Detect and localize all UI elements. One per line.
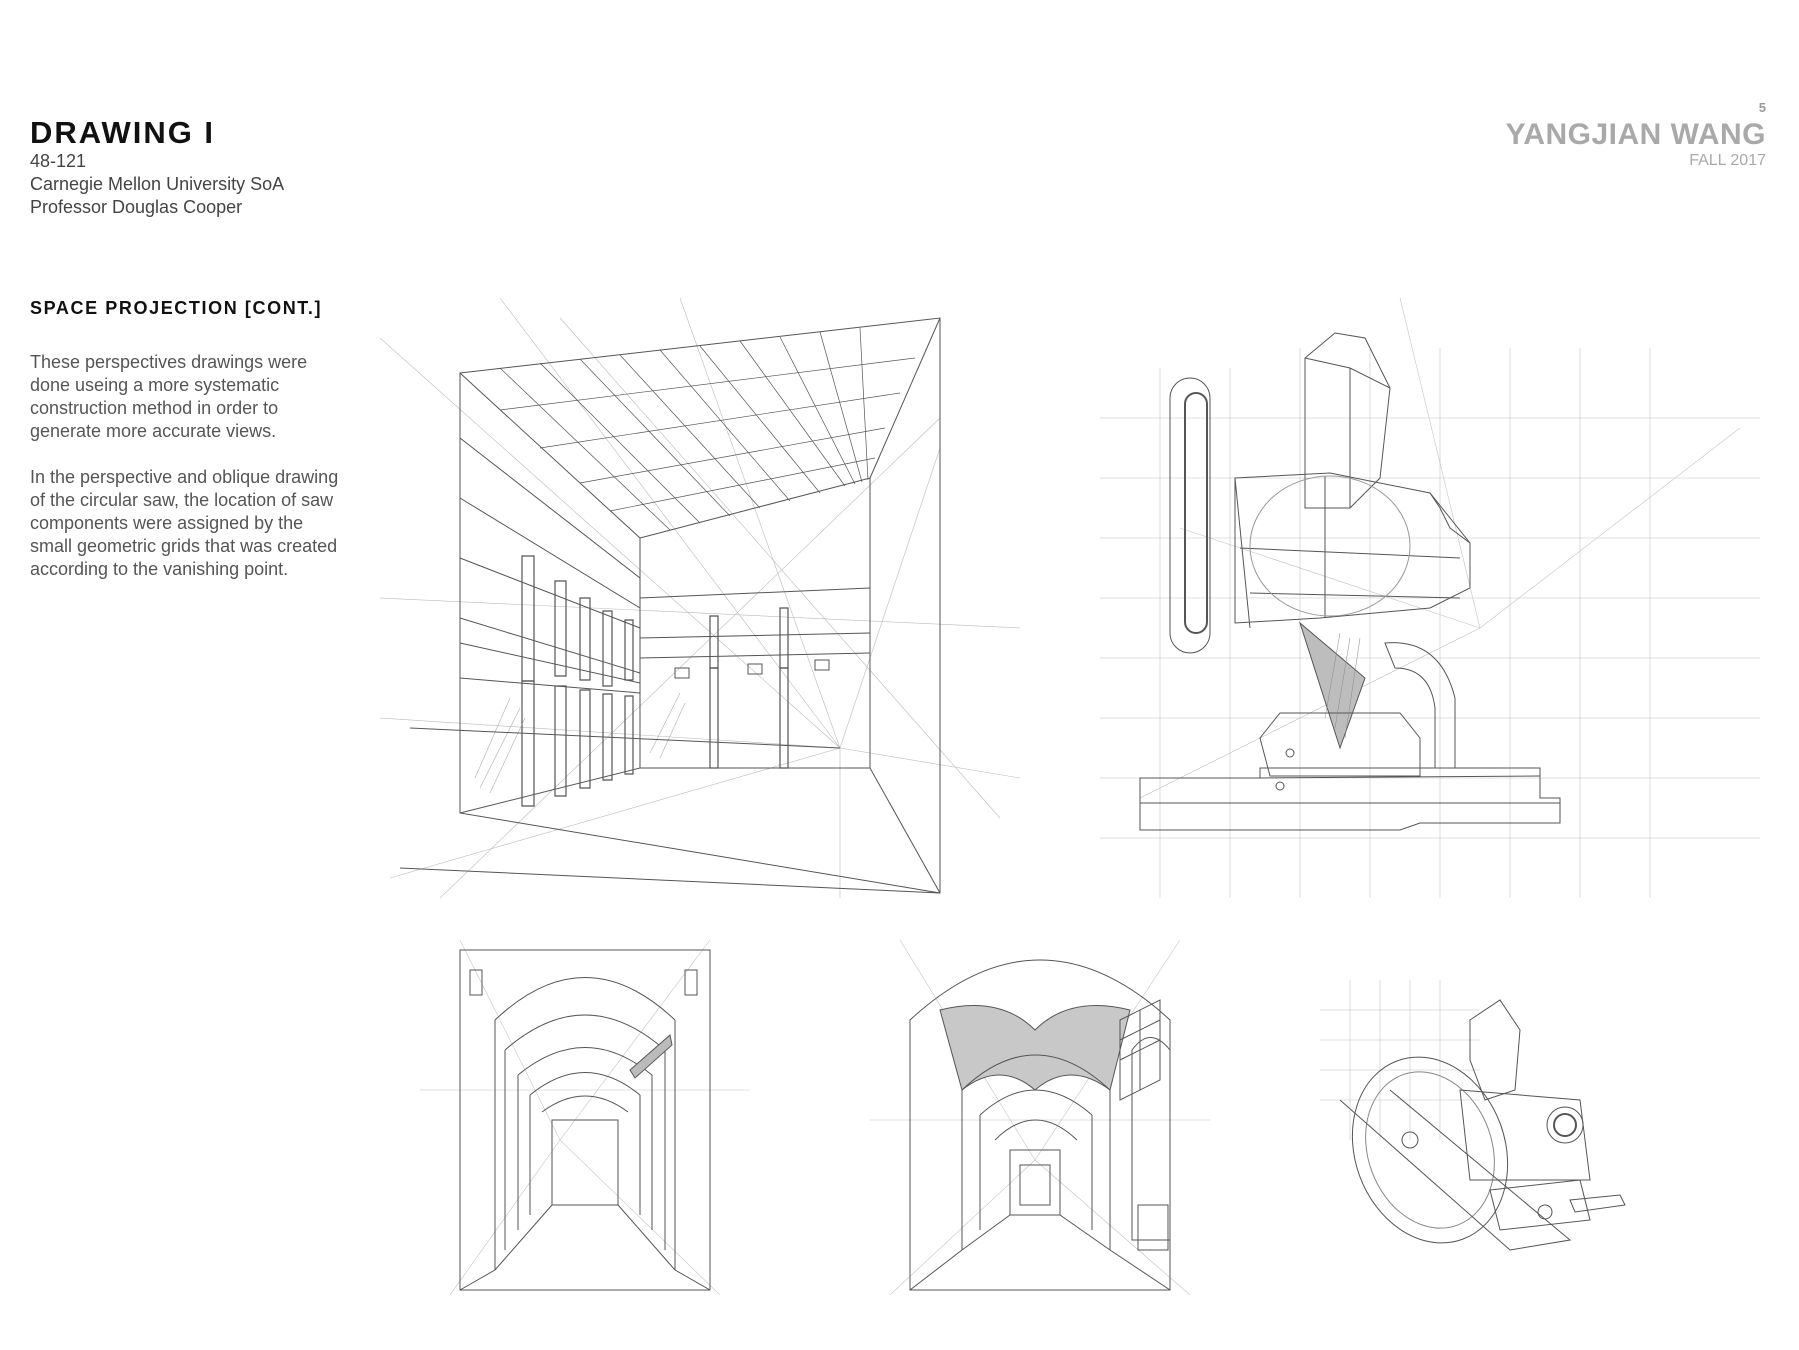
groin-vault-hall-sketch [870,940,1210,1295]
atrium-perspective-sketch [380,298,1020,898]
author-name: YANGJIAN WANG [1505,118,1766,151]
description-paragraph-1: These perspectives drawings were done useing a more systematic construction method in order to generate more accurate views. [30,352,308,441]
professor: Professor Douglas Cooper [30,197,243,217]
circular-saw-oblique-sketch [1320,980,1640,1270]
section-title: SPACE PROJECTION [CONT.] [30,298,323,318]
semester: FALL 2017 [1689,152,1766,169]
section-description [30,351,360,604]
institution: Carnegie Mellon University SoA [30,174,285,194]
page-number: 5 [1758,100,1766,115]
circular-saw-perspective-sketch [1100,298,1760,898]
course-title: DRAWING I [30,115,216,150]
description-paragraph-2: In the perspective and oblique drawing of the circular saw, the location of saw components were assigned by the small geometric grids that was created according to the vanishing point. [30,467,339,579]
course-meta [30,150,284,219]
course-number: 48-121 [30,151,87,171]
vaulted-corridor-sketch [420,940,750,1295]
